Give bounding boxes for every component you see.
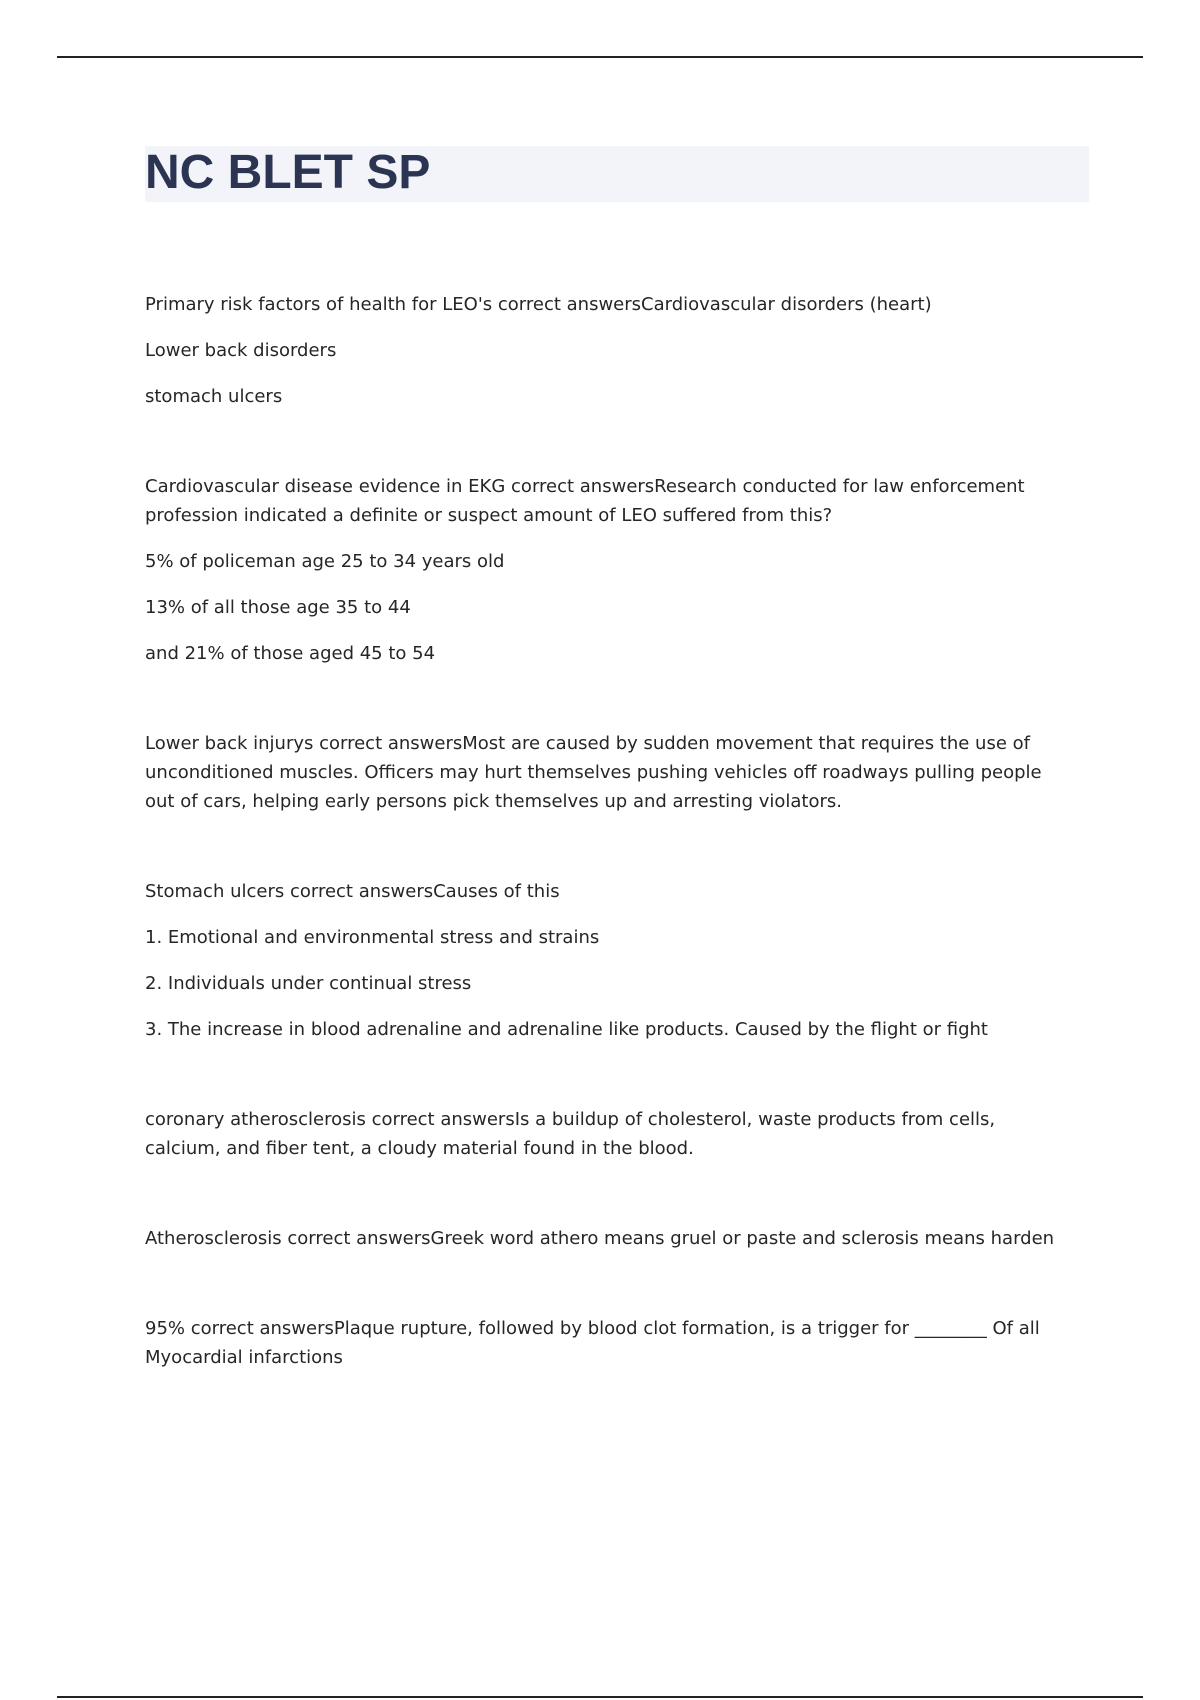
entry-paragraph: 2. Individuals under continual stress bbox=[145, 973, 472, 994]
top-divider bbox=[57, 56, 1143, 58]
qa-entry-cardiovascular-disease bbox=[145, 472, 1075, 668]
entry-paragraph: stomach ulcers bbox=[145, 386, 283, 407]
entry-paragraph: and 21% of those aged 45 to 54 bbox=[145, 643, 436, 664]
entry-paragraph: coronary atherosclerosis correct answersIs a buildup of cholesterol, waste products from cells, calcium, and fiber tent, a cloudy material found in the blood. bbox=[145, 1109, 996, 1159]
entry-paragraph: Stomach ulcers correct answersCauses of this bbox=[145, 881, 560, 902]
qa-entry-myocardial-infarctions bbox=[145, 1314, 1075, 1372]
entry-paragraph: 1. Emotional and environmental stress and strains bbox=[145, 927, 600, 948]
page-title: NC BLET SP bbox=[145, 146, 431, 199]
qa-entry-lower-back-injuries bbox=[145, 729, 1075, 816]
entry-paragraph: 13% of all those age 35 to 44 bbox=[145, 597, 411, 618]
entry-paragraph: Lower back disorders bbox=[145, 340, 337, 361]
bottom-divider bbox=[57, 1696, 1143, 1698]
qa-entry-atherosclerosis bbox=[145, 1224, 1075, 1253]
entry-paragraph: Primary risk factors of health for LEO's correct answersCardiovascular disorders (heart) bbox=[145, 294, 932, 315]
entry-paragraph: 95% correct answersPlaque rupture, followed by blood clot formation, is a trigger for ________ Of all Myocardial infarctions bbox=[145, 1318, 1040, 1368]
entry-paragraph: 3. The increase in blood adrenaline and adrenaline like products. Caused by the flight or fight bbox=[145, 1019, 988, 1040]
qa-entry-coronary-atherosclerosis bbox=[145, 1105, 1075, 1163]
entry-paragraph: 5% of policeman age 25 to 34 years old bbox=[145, 551, 505, 572]
qa-entry-stomach-ulcers bbox=[145, 877, 1075, 1044]
entry-paragraph: Lower back injurys correct answersMost are caused by sudden movement that requires the use of unconditioned muscles. Officers may hurt themselves pushing vehicles off roadways pulling people out of cars, helping early persons pick themselves up and arresting violators. bbox=[145, 733, 1042, 812]
entry-paragraph: Cardiovascular disease evidence in EKG correct answersResearch conducted for law enforcement profession indicated a definite or suspect amount of LEO suffered from this? bbox=[145, 476, 1025, 526]
document-body bbox=[145, 290, 1075, 1372]
qa-entry-health-risk-factors bbox=[145, 290, 1075, 411]
entry-paragraph: Atherosclerosis correct answersGreek word athero means gruel or paste and sclerosis means harden bbox=[145, 1228, 1055, 1249]
